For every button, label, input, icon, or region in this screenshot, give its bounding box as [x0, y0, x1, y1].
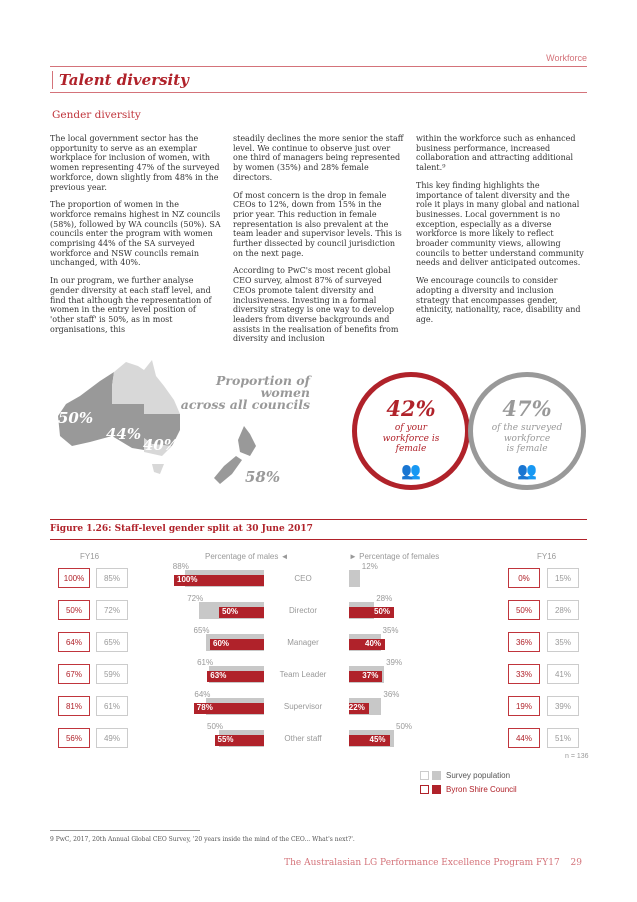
left-year-header: FY16 — [80, 552, 100, 561]
fy16-right-council-box: 0% — [508, 568, 540, 588]
males-header: Percentage of males ◄ — [205, 552, 289, 561]
fy16-right-survey-box: 35% — [547, 632, 579, 652]
circle-text-line: of your — [394, 423, 428, 433]
female-survey-label: 12% — [361, 562, 378, 571]
legend-swatch-survey — [432, 771, 441, 780]
fy16-left-survey-box: 85% — [96, 568, 128, 588]
fy16-right-council-box: 33% — [508, 664, 540, 684]
male-council-label: 60% — [213, 639, 230, 648]
fy16-left-council-box: 81% — [58, 696, 90, 716]
females-header: ► Percentage of females — [349, 552, 440, 561]
footer-text: The Australasian LG Performance Excellence Program FY17 — [284, 858, 560, 868]
legend-council-label: Byron Shire Council — [446, 785, 517, 794]
paragraph: This key finding highlights the importance of talent diversity and the role it plays in many global and national businesses. Local government is no exception, especially as a diverse workforce is more likely to reflect broader community views, allowing councils to better understand community needs and deliver anticipated outcomes. — [416, 180, 584, 268]
people-icon: 👥 — [401, 460, 421, 480]
wa-label: 50% — [58, 409, 94, 427]
footnote: 9 PwC, 2017, 20th Annual Global CEO Survey, '20 years inside the mind of the CEO... What's next?'. — [50, 836, 355, 843]
fy16-left-council-box: 56% — [58, 728, 90, 748]
male-survey-label: 64% — [194, 690, 211, 699]
fy16-right-council-box: 44% — [508, 728, 540, 748]
paragraph: In our program, we further analyse gender diversity at each staff level, and find that although the representation of women in the entry level position of 'other staff' is 50%, as in most organisations, this — [50, 276, 212, 334]
role-label: Supervisor — [283, 702, 323, 711]
fy16-left-survey-box: 72% — [96, 600, 128, 620]
circle-text-line: workforce is — [382, 433, 440, 444]
circle-text-line: of the surveyed — [491, 423, 563, 433]
nsw-label: 40% — [143, 436, 179, 454]
circle-percent: 42% — [386, 396, 436, 421]
fy16-left-council-box: 64% — [58, 632, 90, 652]
paragraph: The proportion of women in the workforce remains highest in NZ councils (58%), followed by WA councils (50%). SA councils enter the program with women comprising 44% of the SA surveyed workforce and NSW councils remain unchanged, with 40%. — [50, 200, 221, 268]
female-survey-label: 39% — [386, 658, 403, 667]
footnote-rule — [50, 830, 200, 831]
male-council-label: 100% — [177, 575, 198, 584]
male-survey-label: 72% — [187, 594, 204, 603]
role-label: Manager — [287, 638, 319, 647]
male-survey-label: 61% — [197, 658, 214, 667]
circle-percent: 47% — [502, 396, 552, 421]
nz-label: 58% — [245, 468, 281, 486]
female-council-label: 22% — [348, 703, 365, 712]
role-label: Team Leader — [279, 670, 327, 679]
fy16-right-survey-box: 41% — [547, 664, 579, 684]
fy16-right-council-box: 19% — [508, 696, 540, 716]
fy16-left-survey-box: 59% — [96, 664, 128, 684]
male-survey-label: 50% — [207, 722, 224, 731]
female-council-label: 40% — [365, 639, 382, 648]
fy16-right-survey-box: 15% — [547, 568, 579, 588]
paragraph: According to PwC's most recent global CEO survey, almost 87% of surveyed CEOs promote talent diversity and inclusiveness. Investing in a formal diversity strategy is one way to develop leaders from diverse backgrounds and assists in the realisation of benefits from diversity and inclusion — [233, 266, 399, 344]
map-title-line: Proportion of women — [215, 373, 310, 400]
paragraph: steadily declines the more senior the staff level. We continue to observe just over one third of managers being represented by women (35%) and 28% female directors. — [233, 134, 404, 182]
male-council-label: 55% — [217, 735, 234, 744]
female-council-label: 45% — [369, 735, 386, 744]
right-year-header: FY16 — [537, 552, 557, 561]
female-survey-label: 28% — [376, 594, 393, 603]
fy16-left-council-box: 67% — [58, 664, 90, 684]
paragraph: within the workforce such as enhanced business performance, increased collaboration and attracting additional talent.⁹ — [416, 134, 576, 173]
fy16-left-council-box: 100% — [58, 568, 90, 588]
female-survey-bar — [349, 570, 360, 587]
fy16-right-survey-box: 51% — [547, 728, 579, 748]
role-label: CEO — [294, 574, 312, 583]
legend-swatch-council-outline — [420, 785, 429, 794]
page-footer — [284, 858, 582, 868]
circle-text-line: workforce — [503, 433, 551, 444]
role-label: Director — [288, 606, 317, 615]
fy16-left-council-box: 50% — [58, 600, 90, 620]
male-survey-label: 65% — [193, 626, 210, 635]
circle-text-line: female — [395, 444, 427, 454]
fy16-left-survey-box: 49% — [96, 728, 128, 748]
male-council-label: 63% — [210, 671, 227, 680]
people-icon: 👥 — [517, 460, 537, 480]
map-title-line: across all councils — [180, 397, 310, 412]
fy16-right-survey-box: 28% — [547, 600, 579, 620]
female-council-label: 37% — [362, 671, 379, 680]
fy16-left-survey-box: 65% — [96, 632, 128, 652]
fy16-left-survey-box: 61% — [96, 696, 128, 716]
sa-label: 44% — [106, 425, 142, 443]
section-subtitle: Gender diversity — [52, 109, 141, 121]
fy16-right-council-box: 50% — [508, 600, 540, 620]
n-label: n = 136 — [565, 753, 589, 760]
figure-title: Figure 1.26: Staff-level gender split at 30 June 2017 — [50, 524, 313, 534]
male-council-label: 50% — [222, 607, 239, 616]
male-survey-label: 88% — [172, 562, 189, 571]
fy16-right-council-box: 36% — [508, 632, 540, 652]
male-council-label: 78% — [196, 703, 213, 712]
female-survey-label: 50% — [396, 722, 413, 731]
female-survey-label: 36% — [383, 690, 400, 699]
section-label: Workforce — [546, 53, 587, 63]
page-title: Talent diversity — [52, 71, 189, 89]
role-label: Other staff — [284, 734, 322, 743]
paragraph: The local government sector has the opportunity to serve as an exemplar workplace for inclusion of women, with women representing 47% of the surveyed workforce, down slightly from 48% in the previous year. — [50, 134, 220, 192]
legend-survey-label: Survey population — [446, 771, 511, 780]
paragraph: Of most concern is the drop in female CEOs to 12%, down from 15% in the prior year. This reduction in female representation is also prevalent at the team leader and supervisor levels. This is further dissected by council jurisdiction on the next page. — [233, 190, 402, 258]
legend-swatch-survey-outline — [420, 771, 429, 780]
paragraph: We encourage councils to consider adopting a diversity and inclusion strategy that encompasses gender, ethnicity, nationality, race, disability and age. — [416, 276, 581, 324]
female-council-label: 50% — [374, 607, 391, 616]
legend-swatch-council — [432, 785, 441, 794]
page-number: 29 — [570, 858, 582, 868]
fy16-right-survey-box: 39% — [547, 696, 579, 716]
circle-text-line: is female — [506, 444, 548, 454]
female-survey-label: 35% — [382, 626, 399, 635]
